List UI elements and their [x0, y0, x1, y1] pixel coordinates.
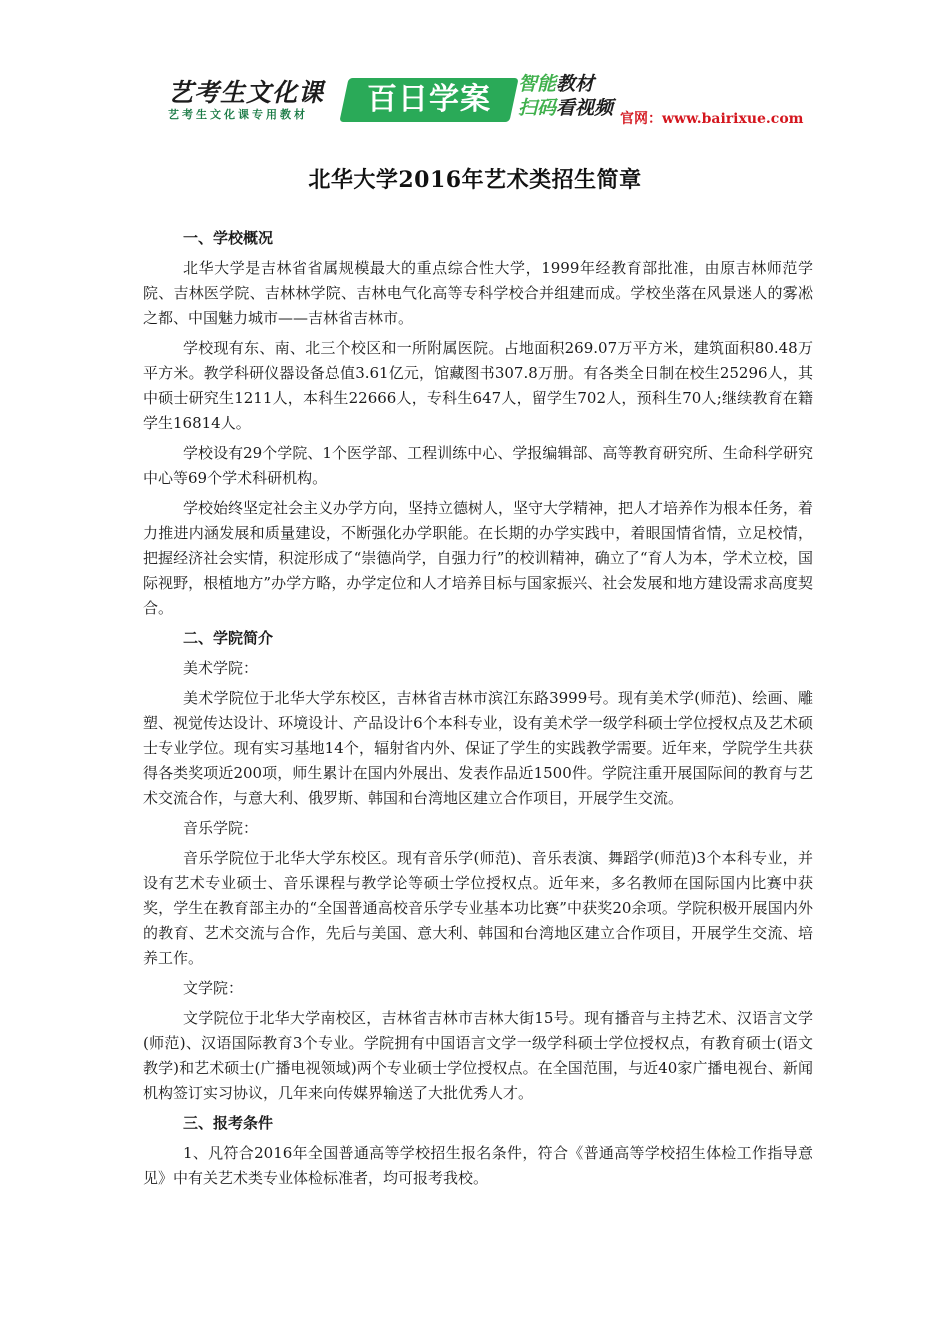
official-site-link[interactable]: 官网：www.bairixue.com — [620, 111, 804, 127]
section-heading-colleges: 二、学院简介 — [183, 629, 274, 647]
paragraph: 北华大学是吉林省省属规模最大的重点综合性大学，1999年经教育部批准，由原吉林师范学院、吉林医学院、吉林林学院、吉林电气化高等专科学校合并组建而成。学校坐落在风景迷人的雾凇之都、中国魅力城市——吉林省吉林市。 — [143, 259, 813, 327]
brand-badge-text: 百日学案 — [367, 82, 491, 117]
paragraph: 学校现有东、南、北三个校区和一所附属医院。占地面积269.07万平方米，建筑面积80.48万平方米。教学科研仪器设备总值3.61亿元，馆藏图书307.8万册。有各类全日制在校生25296人，其中硕士研究生1211人，本科生22666人，专科生647人，留学生702人，预科生70人;继续教育在籍学生16814人。 — [143, 339, 813, 432]
section-heading-overview: 一、学校概况 — [183, 229, 274, 247]
tagline-video: 看视频 — [556, 97, 614, 119]
smart-tagline — [518, 72, 628, 120]
document-body — [143, 226, 813, 1196]
tagline-textbook: 教材 — [556, 73, 595, 95]
paragraph: 美术学院位于北华大学东校区，吉林省吉林市滨江东路3999号。现有美术学(师范)、绘画、雕塑、视觉传达设计、环境设计、产品设计6个本科专业，设有美术学一级学科硕士学位授权点及艺术硕士专业学位。现有实习基地14个，辐射省内外、保证了学生的实践教学需要。近年来，学院学生共获得各类奖项近200项，师生累计在国内外展出、发表作品近1500件。学院注重开展国际间的教育与艺术交流合作，与意大利、俄罗斯、韩国和台湾地区建立合作项目，开展学生交流。 — [143, 689, 813, 807]
brand-subtitle: 艺考生文化课专用教材 — [168, 108, 308, 121]
college-label-literature: 文学院： — [183, 979, 244, 997]
document-title: 北华大学2016年艺术类招生简章 — [308, 167, 642, 193]
page-header — [168, 70, 818, 130]
paragraph: 1、凡符合2016年全国普通高等学校招生报名条件，符合《普通高等学校招生体检工作指导意见》中有关艺术类专业体检标准者，均可报考我校。 — [143, 1144, 813, 1187]
brand-title: 艺考生文化课 — [168, 78, 325, 107]
college-label-art: 美术学院： — [183, 659, 259, 677]
paragraph: 音乐学院位于北华大学东校区。现有音乐学(师范)、音乐表演、舞蹈学(师范)3个本科专业，并设有艺术专业硕士、音乐课程与教学论等硕士学位授权点。近年来，多名教师在国际国内比赛中获奖，学生在教育部主办的“全国普通高校音乐学专业基本功比赛”中获奖20余项。学院积极开展国内外的教育、艺术交流与合作，先后与美国、意大利、韩国和台湾地区建立合作项目，开展学生交流、培养工作。 — [143, 849, 813, 967]
college-label-music: 音乐学院： — [183, 819, 259, 837]
paragraph: 学校设有29个学院、1个医学部、工程训练中心、学报编辑部、高等教育研究所、生命科学研究中心等69个学术科研机构。 — [143, 444, 813, 487]
brand-logo — [168, 78, 338, 122]
tagline-scan: 扫码 — [518, 97, 557, 119]
section-heading-requirements: 三、报考条件 — [183, 1114, 274, 1132]
paragraph: 学校始终坚定社会主义办学方向，坚持立德树人，坚守大学精神，把人才培养作为根本任务，着力推进内涵发展和质量建设，不断强化办学职能。在长期的办学实践中，着眼国情省情，立足校情，把握经济社会实情，积淀形成了“崇德尚学，自强力行”的校训精神，确立了“育人为本，学术立校，国际视野，根植地方”办学方略，办学定位和人才培养目标与国家振兴、社会发展和地方建设需求高度契合。 — [143, 499, 814, 617]
paragraph: 文学院位于北华大学南校区，吉林省吉林市吉林大街15号。现有播音与主持艺术、汉语言文学(师范)、汉语国际教育3个专业。学院拥有中国语言文学一级学科硕士学位授权点，有教育硕士(语文教学)和艺术硕士(广播电视领域)两个专业硕士学位授权点。在全国范围，与近40家广播电视台、新闻机构签订实习协议，几年来向传媒界输送了大批优秀人才。 — [143, 1009, 813, 1102]
brand-badge — [339, 78, 518, 122]
tagline-smart: 智能 — [518, 73, 557, 95]
